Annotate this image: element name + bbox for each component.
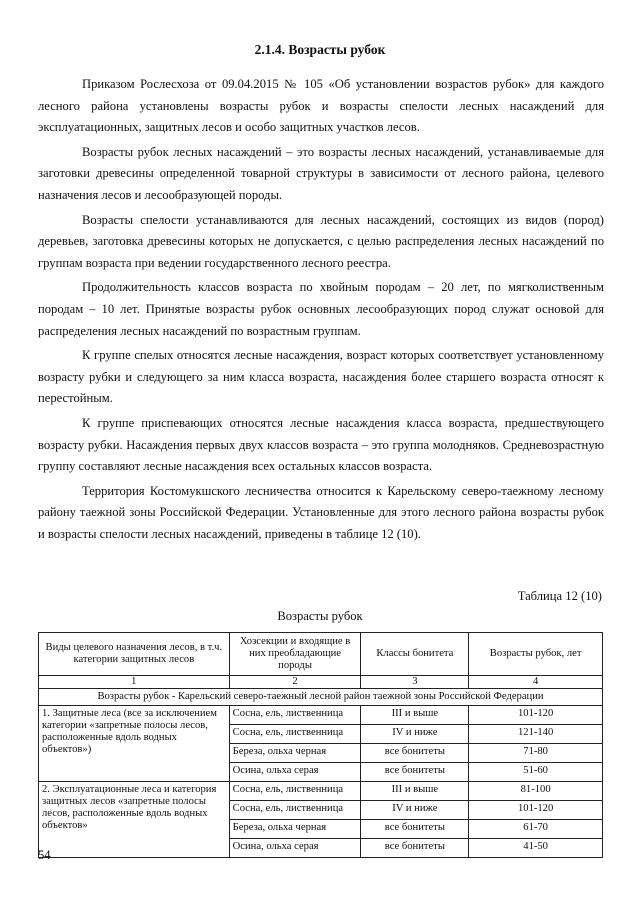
age-cell: 61-70 xyxy=(469,820,603,839)
column-number: 4 xyxy=(469,676,603,689)
paragraph: Территория Костомукшского лесничества относится к Карельскому северо-таежному лесному району таежной зоны Российской Федерации. Установленные для этого лесного района возрасты рубок и возрасты спелости лесных насаждений, приведены в таблице 12 (10). xyxy=(38,483,604,541)
column-number-row xyxy=(39,676,603,689)
cutting-ages-table xyxy=(38,632,603,858)
age-cell: 101-120 xyxy=(469,706,603,725)
paragraph: Возрасты рубок лесных насаждений – это возрасты лесных насаждений, устанавливаемые для заготовки древесины определенной товарной структуры в зависимости от лесного района, целевого назначения лесов и лесообразующей породы. xyxy=(38,144,604,202)
age-cell: 51-60 xyxy=(469,763,603,782)
forest-purpose-cell: 1. Защитные леса (все за исключением категории «запретные полосы лесов, расположенные вдоль водных объектов») xyxy=(39,706,230,782)
column-header: Классы бонитета xyxy=(361,633,469,676)
bonitet-cell: IV и ниже xyxy=(361,801,469,820)
table-group xyxy=(39,782,603,858)
table-title: Возрасты рубок xyxy=(277,609,363,623)
section-heading: 2.1.4. Возрасты рубок xyxy=(254,42,386,57)
species-cell: Осина, ольха серая xyxy=(229,839,361,858)
column-number: 3 xyxy=(361,676,469,689)
bonitet-cell: все бонитеты xyxy=(361,763,469,782)
species-cell: Осина, ольха серая xyxy=(229,763,361,782)
table-caption: Таблица 12 (10) xyxy=(517,589,602,603)
table-header-row xyxy=(39,633,603,676)
table-row xyxy=(39,782,603,801)
species-cell: Сосна, ель, лиственница xyxy=(229,725,361,744)
paragraph: К группе приспевающих относятся лесные насаждения класса возраста, предшествующего возрасту рубки. Насаждения первых двух классов возраста – это группа молодняков. Средневозрастную группу составляют лесные насаждения всех остальных классов возраста. xyxy=(38,415,604,474)
species-cell: Сосна, ель, лиственница xyxy=(229,706,361,725)
paragraph: Приказом Рослесхоза от 09.04.2015 № 105 «Об установлении возрастов рубок» для каждого лесного района установлены возрасты рубок и возрасты спелости лесных насаждений для эксплуатационных, защитных лесов и особо защитных участков лесов. xyxy=(38,77,604,135)
body-text xyxy=(38,74,604,548)
page-number: 54 xyxy=(38,848,51,862)
age-cell: 81-100 xyxy=(469,782,603,801)
column-header: Хозсекции и входящие в них преобладающие породы xyxy=(229,633,361,676)
column-header: Возрасты рубок, лет xyxy=(469,633,603,676)
age-cell: 121-140 xyxy=(469,725,603,744)
forest-purpose-cell: 2. Эксплуатационные леса и категория защитных лесов «запретные полосы лесов, расположенные вдоль водных объектов» xyxy=(39,782,230,858)
paragraph: Продолжительность классов возраста по хвойным породам – 20 лет, по мягколиственным породам – 10 лет. Принятые возрасты рубок основных лесообразующих пород служат основой для распределения лесных насаждений по возрастным группам. xyxy=(38,280,604,338)
paragraph: К группе спелых относятся лесные насаждения, возраст которых соответствует установленному возрасту рубки и следующего за ним класса возраста, насаждения более старшего возраста относят к перестойным. xyxy=(38,348,604,406)
column-header: Виды целевого назначения лесов, в т.ч. категории защитных лесов xyxy=(39,633,230,676)
column-number: 2 xyxy=(229,676,361,689)
column-number: 1 xyxy=(39,676,230,689)
bonitet-cell: все бонитеты xyxy=(361,820,469,839)
species-cell: Сосна, ель, лиственница xyxy=(229,801,361,820)
species-cell: Сосна, ель, лиственница xyxy=(229,782,361,801)
species-cell: Береза, ольха черная xyxy=(229,744,361,763)
bonitet-cell: III и выше xyxy=(361,782,469,801)
table-group xyxy=(39,706,603,782)
bonitet-cell: все бонитеты xyxy=(361,839,469,858)
paragraph: Возрасты спелости устанавливаются для лесных насаждений, состоящих из видов (пород) деревьев, заготовка древесины которых не допускается, с целью распределения лесных насаждений по группам возраста при ведении государственного лесного реестра. xyxy=(38,212,604,270)
region-row xyxy=(39,689,603,706)
age-cell: 71-80 xyxy=(469,744,603,763)
age-cell: 41-50 xyxy=(469,839,603,858)
bonitet-cell: III и выше xyxy=(361,706,469,725)
table-row xyxy=(39,706,603,725)
species-cell: Береза, ольха черная xyxy=(229,820,361,839)
region-cell: Возрасты рубок - Карельский северо-таежный лесной район таежной зоны Российской Федерации xyxy=(39,689,603,706)
age-cell: 101-120 xyxy=(469,801,603,820)
bonitet-cell: все бонитеты xyxy=(361,744,469,763)
bonitet-cell: IV и ниже xyxy=(361,725,469,744)
